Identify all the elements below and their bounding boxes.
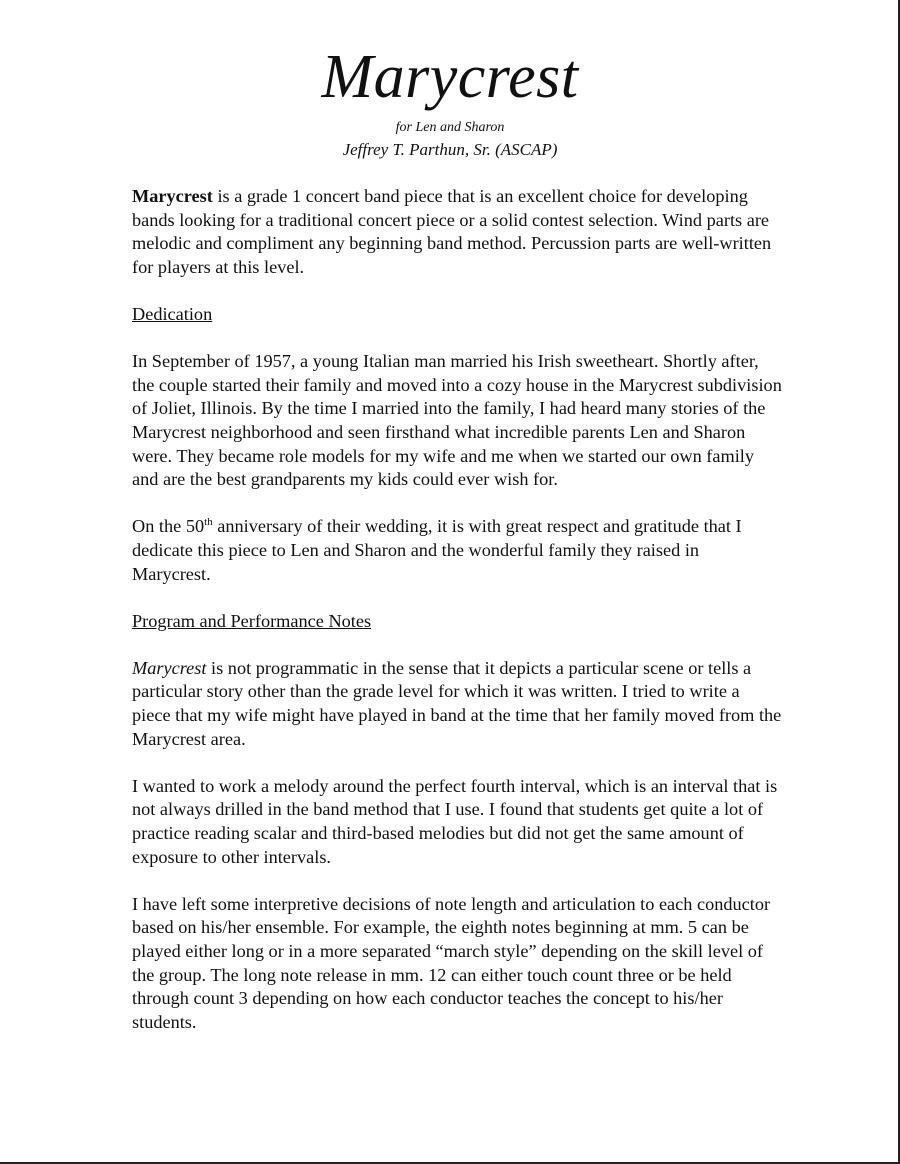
program-italic-title: Marycrest bbox=[132, 657, 207, 678]
intro-text: is a grade 1 concert band piece that is an excellent choice for developing bands looking for a traditional concert piece or a solid contest selection. Wind parts are melodic and compliment any beginning band method. Percussion parts are well-written for players at this level. bbox=[132, 186, 772, 277]
composer-credit: Jeffrey T. Parthun, Sr. (ASCAP) bbox=[342, 140, 558, 159]
dedication-p2-before: On the 50 bbox=[132, 516, 205, 537]
dedication-p2-after: anniversary of their wedding, it is with great respect and gratitude that I dedicate this piece to Len and Sharon and the wonderful family they raised in Marycrest. bbox=[132, 516, 742, 584]
intro-paragraph bbox=[132, 185, 782, 279]
dedication-heading: Dedication bbox=[132, 303, 213, 324]
ordinal-superscript: th bbox=[204, 516, 213, 529]
intro-bold-title: Marycrest bbox=[132, 186, 213, 206]
page-title: Marycrest bbox=[321, 43, 579, 111]
program-heading: Program and Performance Notes bbox=[132, 610, 372, 631]
program-paragraph-3: I have left some interpretive decisions of note length and articulation to each conductor based on his/her ensemble. For example, the eighth notes beginning at mm. 5 can be played either long or in a more separated “march style” depending on the skill level of the group. The long note release in mm. 12 can either touch count three or be held through count 3 depending on how each conductor teaches the concept to his/her students. bbox=[132, 893, 771, 1032]
dedication-subtitle: for Len and Sharon bbox=[395, 120, 505, 135]
program-paragraph-2: I wanted to work a melody around the perfect fourth interval, which is an interval that is not always drilled in the band method that I use. I found that students get quite a lot of practice reading scalar and third-based melodies but did not get the same amount of exposure to other intervals. bbox=[132, 775, 778, 867]
dedication-paragraph-1: In September of 1957, a young Italian man married his Irish sweetheart. Shortly after, the couple started their family and moved into a cozy house in the Marycrest subdivision of Joliet, Illinois. By the time I married into the family, I had heard many stories of the Marycrest neighborhood and seen firsthand what incredible parents Len and Sharon were. They became role models for my wife and me when we started our own family and are the best grandparents my kids could ever wish for. bbox=[132, 351, 782, 490]
program-p1-text: is not programmatic in the sense that it depicts a particular scene or tells a particular story other than the grade level for which it was written. I tried to write a piece that my wife might have played in band at the time that her family moved from the Marycrest area. bbox=[132, 657, 782, 749]
document-body bbox=[132, 185, 782, 1058]
dedication-paragraph-2 bbox=[132, 515, 782, 586]
program-paragraph-1 bbox=[132, 657, 782, 751]
